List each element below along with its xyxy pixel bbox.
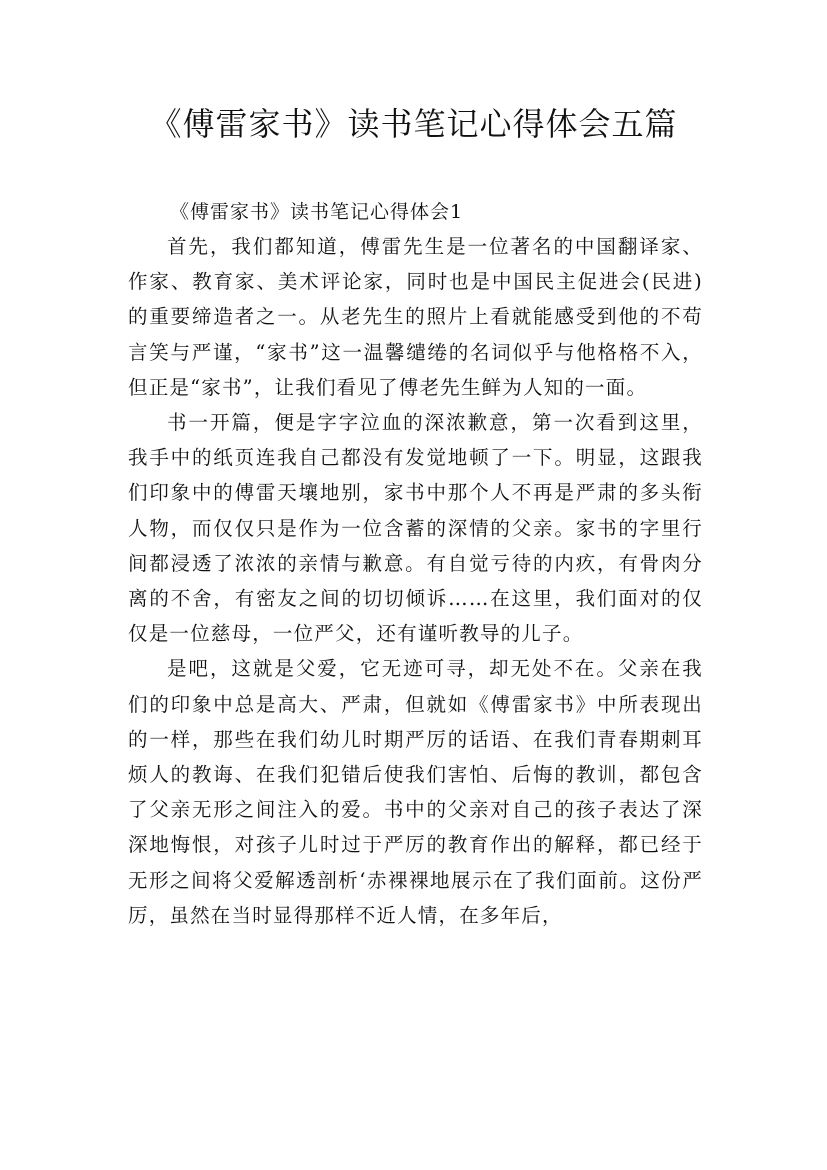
- paragraph-1: 首先，我们都知道，傅雷先生是一位著名的中国翻译家、作家、教育家、美术评论家，同时也是中国民主促进会(民进)的重要缔造者之一。从老先生的照片上看就能感受到他的不苟言笑与严谨，“家书”这一温馨缱绻的名词似乎与他格格不入，但正是“家书”，让我们看见了傅老先生鲜为人知的一面。: [128, 235, 703, 399]
- paragraph-2: 书一开篇，便是字字泣血的深浓歉意，第一次看到这里，我手中的纸页连我自己都没有发觉地顿了一下。明显，这跟我们印象中的傅雷天壤地别，家书中那个人不再是严肃的多头衔人物，而仅仅只是作为一位含蓄的深情的父亲。家书的字里行间都浸透了浓浓的亲情与歉意。有自觉亏待的内疚，有骨肉分离的不舍，有密友之间的切切倾诉……在这里，我们面对的仅仅是一位慈母，一位严父，还有谨听教导的儿子。: [128, 411, 703, 646]
- document-body: [128, 229, 703, 933]
- paragraph-3: 是吧，这就是父爱，它无迹可寻，却无处不在。父亲在我们的印象中总是高大、严肃，但就如《傅雷家书》中所表现出的一样，那些在我们幼儿时期严厉的话语、在我们青春期刺耳烦人的教诲、在我们犯错后使我们害怕、后悔的教训，都包含了父亲无形之间注入的爱。书中的父亲对自己的孩子表达了深深地悔恨，对孩子儿时过于严厉的教育作出的解释，都已经于无形之间将父爱解透剖析‘赤裸裸地展示在了我们面前。这份严厉，虽然在当时显得那样不近人情，在多年后，: [128, 657, 703, 927]
- section-subtitle: 《傅雷家书》读书笔记心得体会1: [170, 201, 464, 223]
- document-title: 《傅雷家书》读书笔记心得体会五篇: [149, 105, 678, 143]
